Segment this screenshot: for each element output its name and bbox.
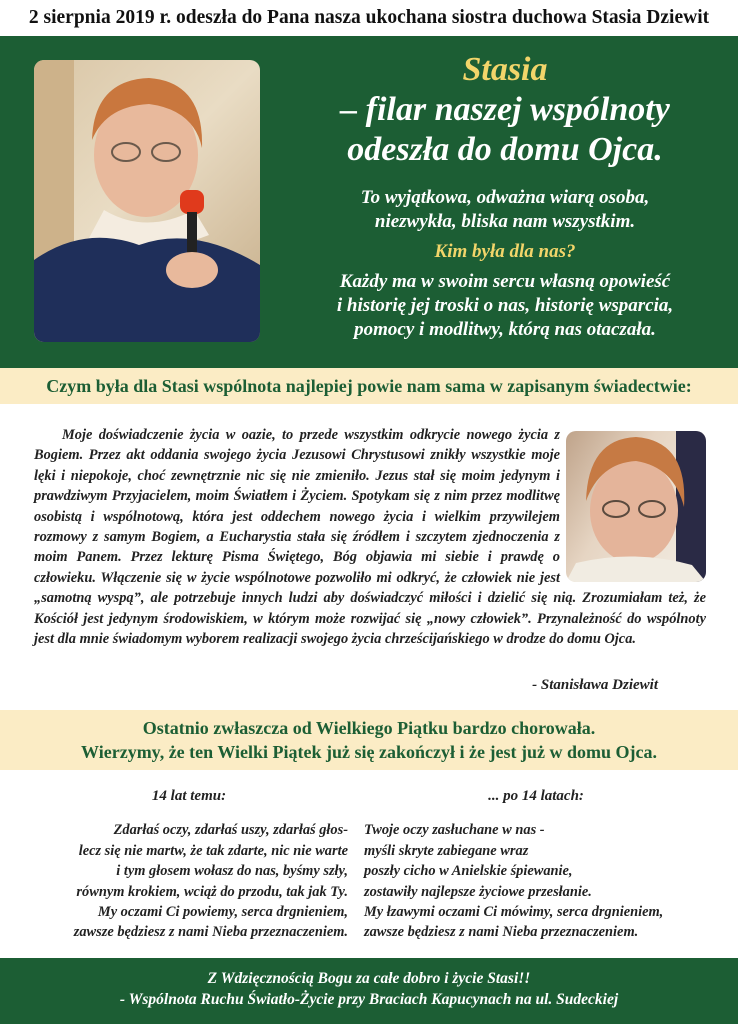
poem-right-line: zawsze będziesz z nami Nieba przeznaczeniem. [364, 924, 639, 941]
testimony-text: Moje doświadczenie życia w oazie, to przede wszystkim odkrycie nowego życia z Bogiem. Przez akt oddania swojego życia Jezusowi Chrystusowi znikły wszystkie moje lęki i niepokoje, choć zewnętrznie nic się nie zmieniło. Jezus stał się moim jedynym i prawdziwym Przyjacielem, moim Światłem i Życiem. Spotykam się z nim przez modlitwę osobistą i wspólnotową, która jest oddechem nowego życia i wielkim przywilejem rozmowy z samym Bogiem, a Eucharystia stała się źródłem i szczytem zjednoczenia z moim Panem. Przez lekturę Pisma Świętego, Bóg objawia mi siebie i prawdę o człowieku. Włączenie się w życie wspólnotowe pozwoliło mi odkryć, że człowiek nie jest „samotną wyspą”, ale potrzebuje innych ludzi aby doświadczyć miłości i dzielić się nią. Zrozumiałam też, że Kościół jest jedynym środowiskiem, w którym może rozwijać się „nowy człowiek”. Przynależność do wspólnoty jest dla mnie świadomym wyborem realizacji swojego życia chrześcijańskiego w drodze do domu Ojca. [34, 427, 706, 648]
footer-banner [0, 958, 738, 1024]
poem-left-line: Zdarłaś oczy, zdarłaś uszy, zdarłaś głos- [113, 822, 348, 839]
hero-headline-line-1: – filar naszej wspólnoty [340, 91, 670, 128]
poem-right-line: My łzawymi oczami Ci mówimy, serca drgnieniem, [364, 904, 664, 921]
hero-subtitle-line-1: To wyjątkowa, odważna wiarą osoba, [360, 187, 650, 208]
testimony-intro-band: Czym była dla Stasi wspólnota najlepiej powie nam sama w zapisanym świadectwie: [0, 368, 738, 404]
hero-story-line-3: pomocy i modlitwy, którą nas otaczała. [354, 319, 656, 340]
hero-banner [0, 36, 738, 368]
hero-story-line-2: i historię jej troski o nas, historię wsparcia, [336, 295, 674, 316]
hero-headline-line-2: odeszła do domu Ojca. [347, 131, 663, 168]
poem-left-title: 14 lat temu: [151, 788, 227, 804]
poem-right-line: Twoje oczy zasłuchane w nas - [364, 822, 545, 839]
footer-line-2: - Wspólnota Ruchu Światło-Życie przy Braciach Kapucynach na ul. Sudeckiej [119, 991, 619, 1008]
poem-left-line: zawsze będziesz z nami Nieba przeznaczeniem. [73, 924, 348, 941]
poem-right-line: zostawiły najlepsze życiowe przesłanie. [364, 883, 592, 900]
poem-right-title: ... po 14 latach: [488, 788, 584, 804]
testimony-signature: - Stanisława Dziewit [532, 677, 658, 693]
hero-subtitle-line-2: niezwykła, bliska nam wszystkim. [374, 211, 636, 232]
poem-left-line: lecz się nie martw, że tak zdarte, nic nie warte [78, 842, 348, 859]
poem-right-line: myśli skryte zabiegane wraz [364, 842, 529, 859]
poem-left [30, 786, 348, 943]
poem-left-line: i tym głosem wołasz do nas, byśmy szły, [116, 863, 348, 880]
illness-band-line-1: Ostatnio zwłaszcza od Wielkiego Piątku bardzo chorowała. [142, 718, 596, 738]
illness-band-line-2: Wierzymy, że ten Wielki Piątek już się zakończył i że jest już w domu Ojca. [81, 742, 657, 762]
poem-right [364, 786, 708, 943]
stasia-speaking-photo [34, 60, 260, 342]
poem-left-line: równym krokiem, wciąż do przodu, tak jak Ty. [76, 883, 348, 900]
hero-question: Kim była dla nas? [434, 241, 576, 262]
footer-line-1: Z Wdzięcznością Bogu za całe dobro i życie Stasi!! [207, 970, 531, 987]
page-title: 2 sierpnia 2019 r. odeszła do Pana nasza ukochana siostra duchowa Stasia Dziewit [28, 7, 710, 28]
hero-story-line-1: Każdy ma w swoim sercu własną opowieść [339, 271, 671, 292]
stasia-portrait-photo [566, 431, 706, 582]
poem-right-line: poszły cicho w Anielskie śpiewanie, [364, 863, 573, 880]
illness-band [0, 710, 738, 770]
poem-left-line: My oczami Ci powiemy, serca drgnieniem, [97, 904, 348, 921]
hero-name: Stasia [462, 51, 548, 88]
hero-text [290, 50, 720, 342]
